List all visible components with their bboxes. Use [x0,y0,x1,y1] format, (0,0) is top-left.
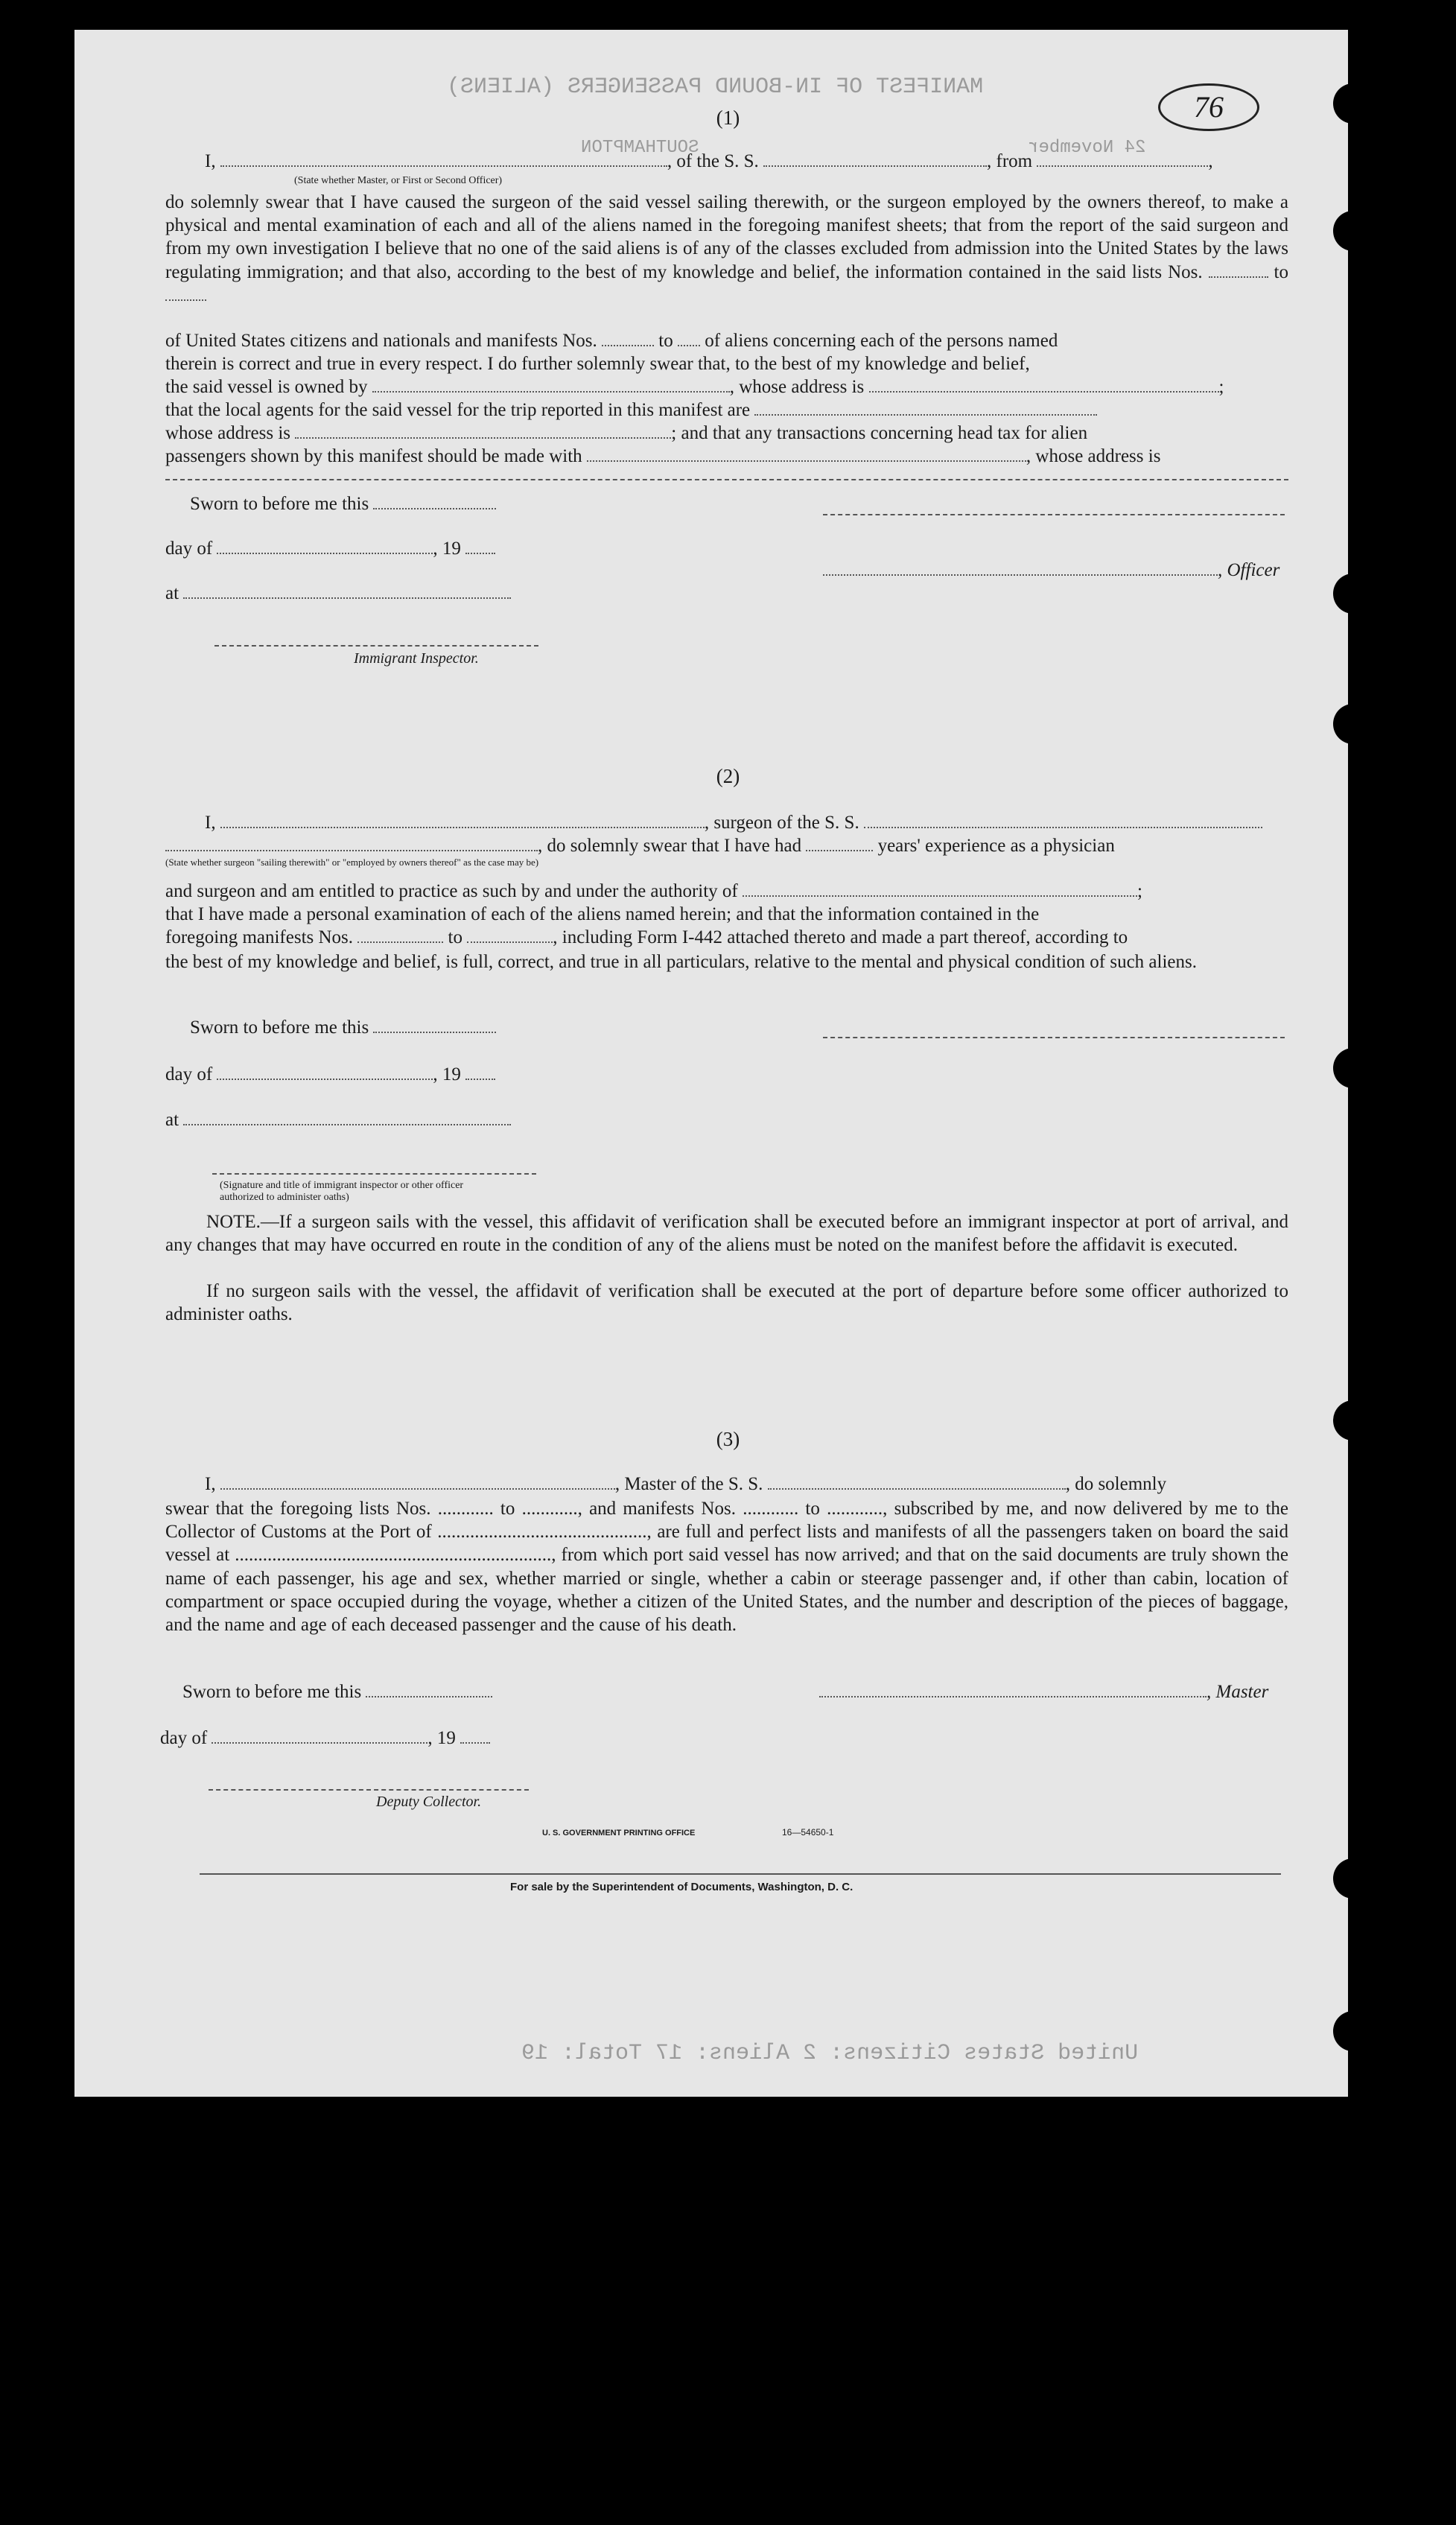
punch-hole [1363,231,1403,271]
s3-master-line [819,1682,1268,1703]
s3-master-name-blank [220,1475,615,1490]
s2-signature-note: (Signature and title of immigrant inspector or other officer authorized to administer oaths) [220,1180,464,1203]
s1-day-of-label: day of [165,539,213,559]
s2-years-text: years' experience as a physician [877,836,1115,856]
section-2-number: (2) [716,765,740,787]
s3-day-of-label: day of [160,1728,208,1748]
s1-list-to-blank [165,286,206,301]
s2-years-blank [806,836,873,851]
s2-manifest-from-blank [357,928,443,943]
s2-line-3: that I have made a personal examination of each of the aliens named herein; and that the information contained in the [165,904,1040,924]
s2-day-line [165,1064,495,1085]
s3-day-line [160,1728,490,1749]
s3-vessel-blank [768,1475,1066,1490]
s1-from-blank [1037,152,1208,167]
s2-sworn-blank [373,1018,496,1033]
s2-authority-blank [743,882,1137,897]
s2-at-blank [183,1111,511,1125]
s1-from-label: , from [987,151,1033,171]
s2-semicolon: ; [1137,881,1142,901]
s2-day-of-label: day of [165,1064,213,1084]
s1-whose-address-2: , whose address is [1026,446,1161,466]
s3-sworn-label: Sworn to before me this [182,1682,362,1702]
s1-sworn-line [190,494,496,515]
s3-deputy-label: Deputy Collector. [376,1794,482,1810]
s1-line-7 [165,446,1160,467]
s1-agents-blank [754,401,1097,416]
s1-sworn-label: Sworn to before me this [190,494,369,514]
s1-i-label: I, [205,151,216,171]
s2-line-4 [165,927,1128,948]
ghost-date: 24 November [1028,138,1146,158]
s1-at-blank [183,584,511,599]
ghost-totals: United States Citizens: 2 Aliens: 17 Total: 19 [521,2041,1139,2066]
s1-line2-to: to [658,331,673,351]
punch-hole [1333,2011,1373,2051]
section-3-number: (3) [716,1428,740,1450]
s1-owner-address-blank [869,378,1219,393]
s1-line-3: therein is correct and true in every respect. I do further solemnly swear that, to the best of my knowledge and belief, [165,354,1030,374]
s2-i-label: I, [205,813,216,833]
punch-hole [1333,704,1373,744]
s3-day-blank [212,1729,427,1744]
s1-to-label: to [1274,261,1288,282]
s2-year-blank [465,1065,495,1080]
s3-master-blank [819,1683,1207,1697]
s2-note-text: —If a surgeon sails with the vessel, this affidavit of verification shall be executed before an immigrant inspector at port of arrival, and any changes that may have occurred en route in the condition of any of the aliens must be noted on the manifest before the affidavit is executed. [165,1212,1288,1256]
s2-at-line [165,1110,511,1131]
s1-officer-signature-line-top [823,514,1285,515]
s1-officer-label: , Officer [1218,560,1280,580]
s3-i-label: I, [205,1474,216,1494]
s1-line-6 [165,423,1087,444]
s2-year-label: , 19 [433,1064,461,1084]
gpo-imprint: U. S. GOVERNMENT PRINTING OFFICE [542,1829,696,1838]
s1-manifest-from-blank [602,331,654,346]
s2-note-label: NOTE. [206,1212,261,1232]
s2-signature-line [212,1173,536,1175]
s2-day-blank [217,1065,433,1080]
s2-surgeon-of-label: , surgeon of the S. S. [704,813,859,833]
s2-line-5: the best of my knowledge and belief, is full, correct, and true in all particulars, relative to the mental and physical condition of such aliens. [165,952,1197,972]
handwritten-page-number: 76 [1158,83,1259,131]
sale-notice: For sale by the Superintendent of Documents, Washington, D. C. [510,1881,853,1893]
s1-comma: , [1208,151,1213,171]
s1-whose-address: , whose address is [729,377,865,397]
s3-year-blank [460,1729,490,1744]
s1-manifest-to-blank [678,331,700,346]
s1-agents-label: that the local agents for the said vessel for the trip reported in this manifest are [165,400,751,420]
punch-hole [1333,1048,1373,1088]
s1-semicolon-1: ; [1218,377,1224,397]
s2-note-2-paragraph: If no surgeon sails with the vessel, the affidavit of verification shall be executed at the port of departure before some officer authorized to administer oaths. [165,1281,1288,1325]
s1-owner-blank [372,378,730,393]
s1-owned-label: the said vessel is owned by [165,377,368,397]
s1-at-line [165,583,511,604]
s1-paragraph-text: do solemnly swear that I have caused the surgeon of the said vessel sailing therewith, or the surgeon employed by the owners thereof, to make a physical and mental examination of each and all of the aliens named in the foregoing manifest sheets; that from the report of the said surgeon and from my own investigation I believe that no one of the said aliens is of any of the classes excluded from admission into the United States by the laws regulating immigration; and that also, according to the best of my knowledge and belief, the information contained in the said lists Nos. [165,192,1288,282]
s1-passengers-label: passengers shown by this manifest should be made with [165,446,582,466]
s2-including-text: , including Form I-442 attached thereto and made a part thereof, according to [553,927,1128,947]
s3-deputy-signature-line [209,1789,529,1791]
s2-i-line [205,813,1262,833]
s1-address-continuation-line [165,479,1288,480]
s1-line2-text: of United States citizens and nationals and manifests Nos. [165,331,597,351]
punch-hole [1348,1896,1388,1936]
s3-solemnly-label: , do solemnly [1065,1474,1167,1494]
s1-list-from-blank [1209,263,1268,278]
punch-hole [1333,574,1373,614]
s1-inspector-label: Immigrant Inspector. [354,650,479,667]
s2-swear-text: , do solemnly swear that I have had [538,836,802,856]
s1-title-note: (State whether Master, or First or Second Officer) [294,175,503,186]
form-number: 16—54650-1 [782,1827,834,1838]
s3-sworn-blank [366,1683,492,1697]
s2-manifest-to-blank [467,928,553,943]
section-1-number: (1) [716,107,740,129]
s2-note-paragraph [165,1210,1288,1257]
s1-line-5 [165,400,1097,421]
s1-line2b-text: of aliens concerning each of the persons named [705,331,1058,351]
s2-to-label: to [448,927,462,947]
s1-line-4 [165,377,1224,398]
s1-year-label: , 19 [433,539,461,559]
s3-i-line [205,1474,1166,1495]
punch-hole [1333,1858,1373,1899]
s1-agent-address-blank [295,424,671,439]
s1-at-label: at [165,583,179,603]
s2-surgeon-name-blank [220,813,705,828]
s2-manifests-label: foregoing manifests Nos. [165,927,354,947]
s1-head-tax-blank [587,447,1026,462]
footer-rule [200,1873,1281,1875]
s1-day-line [165,539,495,559]
s3-year-label: , 19 [427,1728,456,1748]
s1-oath-paragraph [165,191,1288,307]
s3-sworn-line [182,1682,492,1703]
s1-day-blank [217,539,433,554]
s1-line-2 [165,331,1058,352]
s1-head-tax-text: ; and that any transactions concerning head tax for alien [671,423,1088,443]
s1-agent-address-label: whose address is [165,423,291,443]
s3-master-label: , Master [1207,1682,1269,1702]
s1-master-blank [220,152,667,167]
s3-oath-paragraph: swear that the foregoing lists Nos. ............ to ............, and manifests Nos. ............ to ............, subscribed by me, and now delivered by me to the Collector of Customs at the Port of ............................................., are full and perfect lists and manifests of all the passengers taken on board the said vessel at ...................................................................., from which port said vessel has now arrived; and that on the said documents are truly shown the name of each passenger, his age and sex, whether married or single, whether a cabin or steerage passenger and, if other than cabin, location of compartment or space occupied during the voyage, whether a citizen of the United States, and the number and description of the pieces of baggage, and the name and age of each deceased passenger and the cause of his death. [165,1499,1288,1636]
s1-inspector-signature-line [214,645,538,647]
ghost-header: MANIFEST OF IN-BOUND PASSENGERS (ALIENS) [447,74,984,100]
s2-vessel-blank [864,813,1262,828]
s3-master-of-label: , Master of the S. S. [614,1474,763,1494]
s1-of-ss-label: , of the S. S. [667,151,759,171]
s2-authority-label: and surgeon and am entitled to practice as such by and under the authority of [165,881,738,901]
s1-vessel-blank [763,152,987,167]
s2-sworn-line [190,1017,496,1038]
s1-officer-blank [823,561,1218,576]
s2-surgeon-signature-line [823,1037,1285,1038]
s2-surgeon-note: (State whether surgeon "sailing therewith" or "employed by owners thereof" as the case may be) [165,857,539,868]
s1-year-blank [465,539,495,554]
s1-sworn-blank [373,495,496,509]
s2-surgeon-type-blank [165,836,538,851]
s2-line-2 [165,881,1142,902]
s2-swear-line [165,836,1115,857]
s1-i-line [205,151,1213,172]
ghost-port: SOUTHAMPTON [581,138,699,158]
s2-at-label: at [165,1110,179,1130]
s1-officer-line [823,560,1279,581]
s2-sworn-label: Sworn to before me this [190,1017,369,1038]
